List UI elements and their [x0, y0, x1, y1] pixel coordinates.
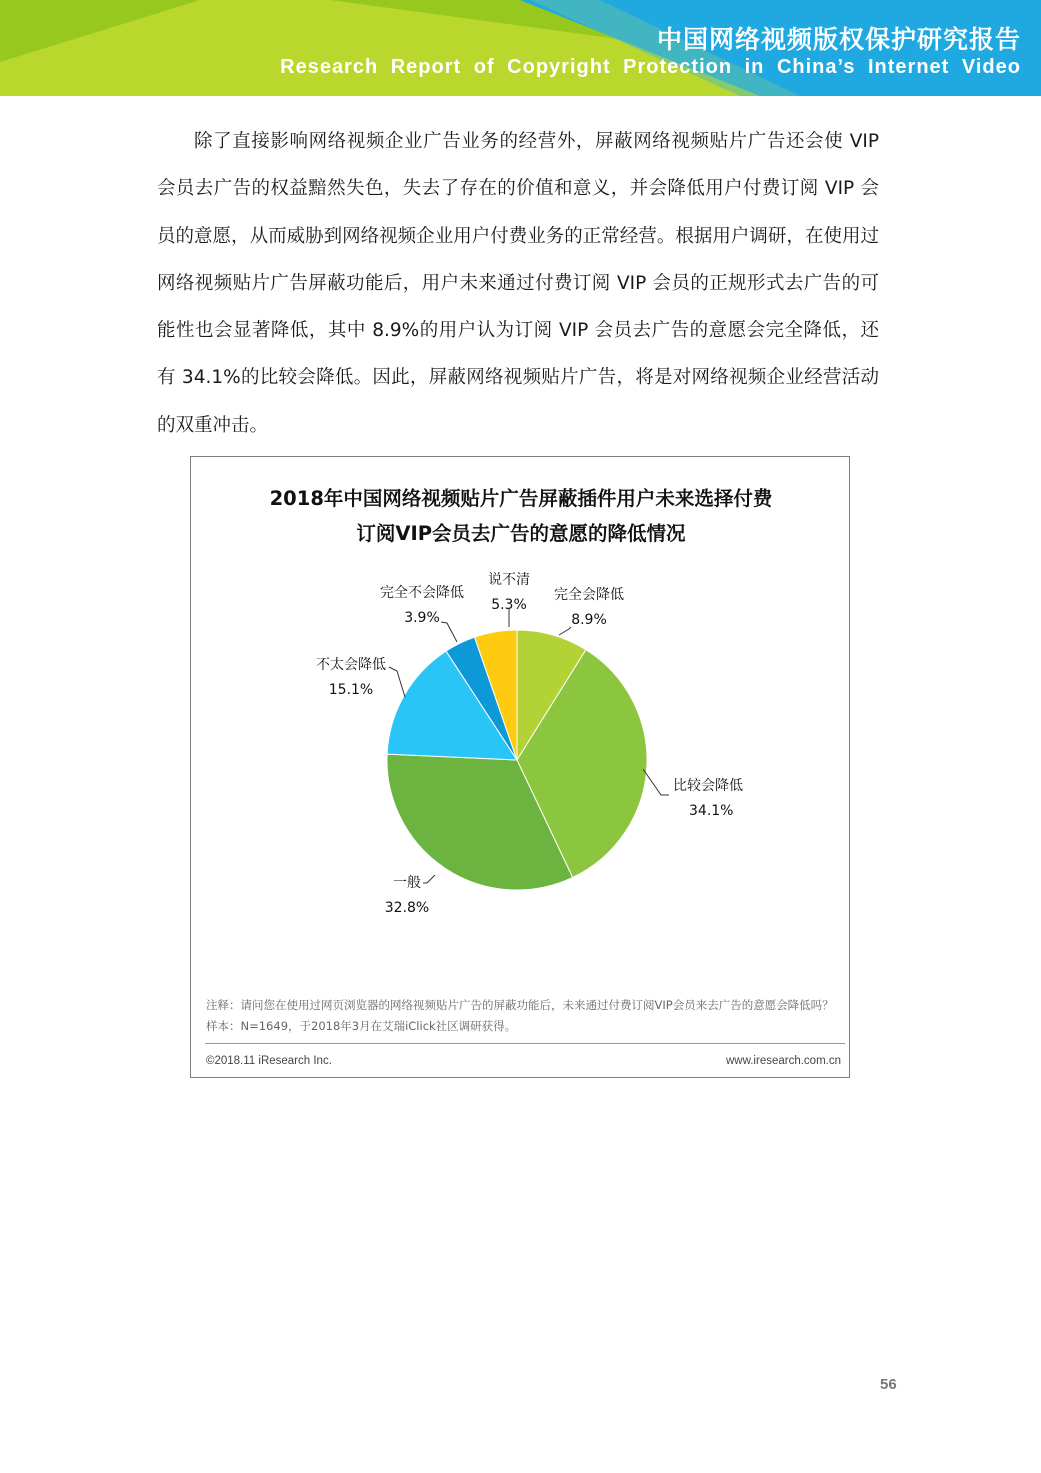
- slice-not-reduce-value: 3.9%: [404, 610, 440, 626]
- page-header: [0, 0, 1041, 96]
- chart-copyright: ©2018.11 iResearch Inc.: [206, 1055, 332, 1067]
- chart-divider: [205, 1043, 845, 1044]
- slice-complete-reduce-value: 8.9%: [571, 612, 607, 628]
- slice-not-reduce-leader-line: [441, 622, 457, 642]
- slice-unlikely-reduce-value: 15.1%: [328, 682, 374, 698]
- slice-neutral-value: 32.8%: [384, 900, 430, 916]
- report-subtitle: Research Report of Copyright Protection in China’s Internet Video: [280, 56, 1021, 78]
- report-title: 中国网络视频版权保护研究报告: [656, 25, 1021, 54]
- slice-fairly-reduce-leader-line: [643, 769, 669, 795]
- slice-unlikely-reduce-label: 不太会降低: [316, 657, 386, 673]
- slice-not-reduce-label: 完全不会降低: [380, 585, 464, 601]
- chart-title-line2: 订阅VIP会员去广告的意愿的降低情况: [356, 522, 686, 545]
- chart-sample: 样本：N=1649，于2018年3月在艾瑞iClick社区调研获得。: [206, 1019, 517, 1033]
- page-number: 56: [880, 1376, 897, 1393]
- slice-fairly-reduce-label: 比较会降低: [673, 778, 743, 794]
- slice-complete-reduce-label: 完全会降低: [554, 587, 624, 603]
- pie-chart: [191, 457, 851, 997]
- body-paragraph: 除了直接影响网络视频企业广告业务的经营外，屏蔽网络视频贴片广告还会使 VIP 会员去广告的权益黯然失色，失去了存在的价值和意义，并会降低用户付费订阅 VIP 会员的意愿，从而威胁到网络视频企业用户付费业务的正常经营。根据用户调研，在使用过网络视频贴片广告屏蔽功能后，用户未来通过付费订阅 VIP 会员的正规形式去广告的可能性也会显著降低，其中 8.9%的用户认为订阅 VIP 会员去广告的意愿会完全降低，还有 34.1%的比较会降低。因此，屏蔽网络视频贴片广告，将是对网络视频企业经营活动的双重冲击。: [157, 131, 879, 436]
- slice-fairly-reduce-value: 34.1%: [689, 803, 734, 819]
- chart-note: 注释：请问您在使用过网页浏览器的网络视频贴片广告的屏蔽功能后，未来通过付费订阅VIP会员来去广告的意愿会降低吗？: [206, 998, 834, 1012]
- slice-complete-reduce-leader-line: [559, 627, 571, 635]
- chart-frame: [190, 456, 850, 1078]
- slice-unlikely-reduce-leader-line: [389, 667, 405, 697]
- chart-title-line1: 2018年中国网络视频贴片广告屏蔽插件用户未来选择付费: [269, 487, 773, 510]
- slice-unclear-label: 说不清: [488, 572, 530, 588]
- chart-source-url: www.iresearch.com.cn: [725, 1055, 841, 1067]
- slice-unclear-value: 5.3%: [491, 597, 527, 613]
- slice-neutral-leader-line: [423, 875, 435, 883]
- slice-neutral-label: 一般: [393, 875, 421, 891]
